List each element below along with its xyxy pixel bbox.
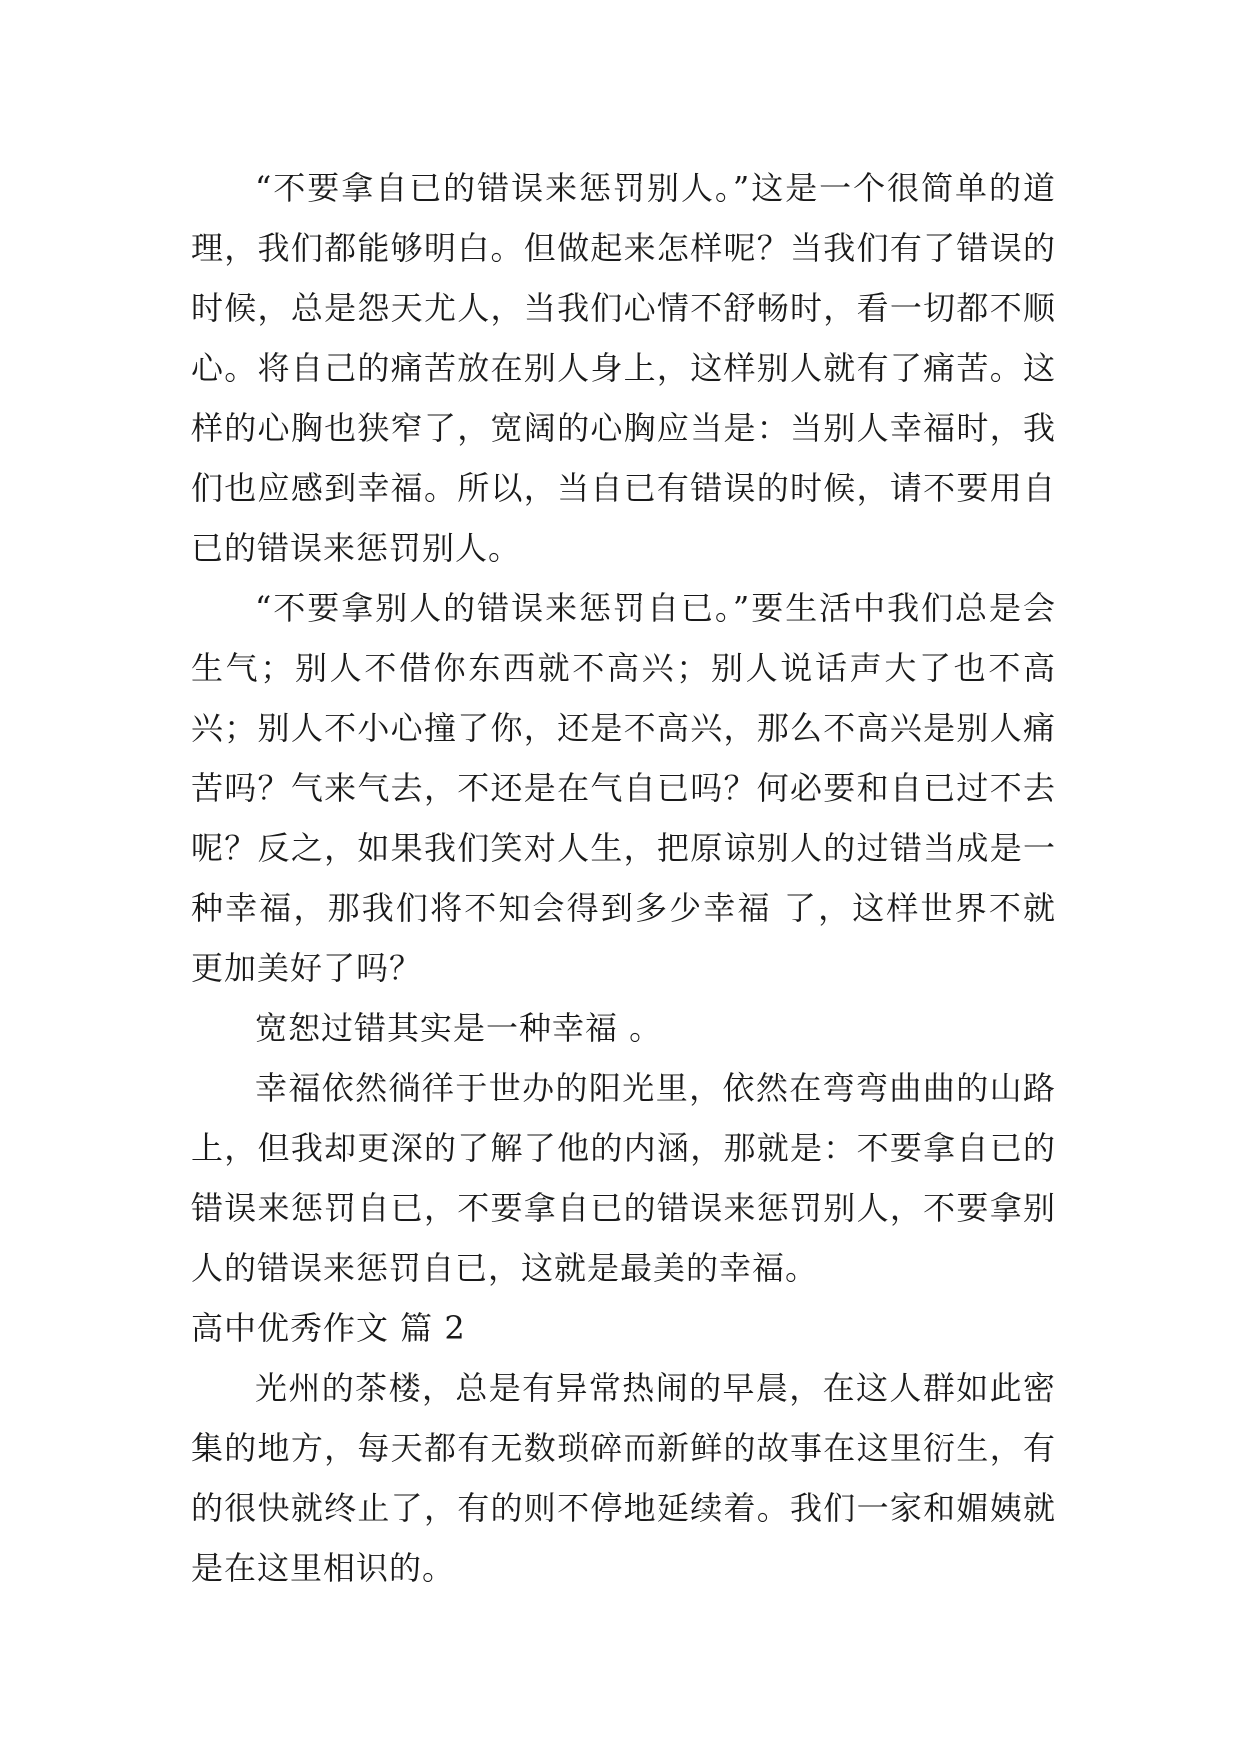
paragraph-5: 光州的茶楼，总是有异常热闹的早晨，在这人群如此密集的地方，每天都有无数琐碎而新鲜的故事在这里衍生，有的很快就终止了，有的则不停地延续着。我们一家和媚姨就是在这里相识的。: [191, 1369, 1056, 1587]
paragraph-2: “不要拿别人的错误来惩罚自已。”要生活中我们总是会生气；别人不借你东西就不高兴；别人说话声大了也不高兴；别人不小心撞了你，还是不高兴，那么不高兴是别人痛苦吗？气来气去，不还是在气自已吗？何必要和自已过不去呢？反之，如果我们笑对人生，把原谅别人的过错当成是一种幸福，那我们将不知会得到多少幸福 了，这样世界不就更加美好了吗？: [191, 589, 1056, 987]
paragraph-1: “不要拿自已的错误来惩罚别人。”这是一个很简单的道理，我们都能够明白。但做起来怎样呢？当我们有了错误的时候，总是怨天尤人，当我们心情不舒畅时，看一切都不顺心。将自己的痛苦放在别人身上，这样别人就有了痛苦。这样的心胸也狭窄了，宽阔的心胸应当是：当别人幸福时，我们也应感到幸福。所以，当自已有错误的时候，请不要用自已的错误来惩罚别人。: [191, 169, 1056, 567]
section-heading: 高中优秀作文 篇 2: [191, 1309, 466, 1347]
document-page: [191, 158, 1056, 1598]
paragraph-3: 宽恕过错其实是一种幸福 。: [255, 1009, 663, 1047]
paragraph-4: 幸福依然徜徉于世办的阳光里，依然在弯弯曲曲的山路上，但我却更深的了解了他的内涵，那就是：不要拿自已的错误来惩罚自已，不要拿自已的错误来惩罚别人，不要拿别人的错误来惩罚自已，这就是最美的幸福。: [191, 1069, 1056, 1287]
